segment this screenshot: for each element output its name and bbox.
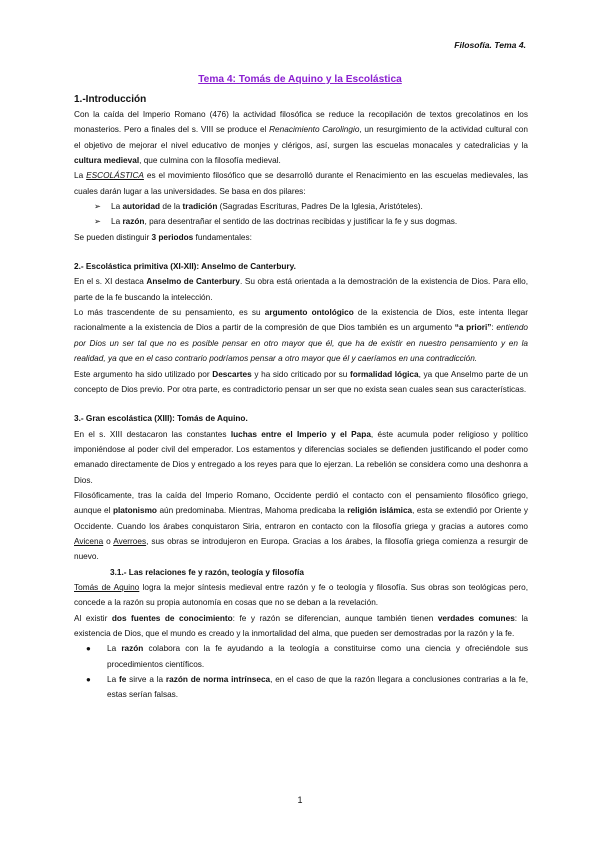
document-title: Tema 4: Tomás de Aquino y la Escolástica [198,74,402,85]
bullet-dot-icon: ● [86,675,91,685]
document-body [74,92,528,703]
section-1-paragraph-3: Se pueden distinguir 3 periodos fundamentales: [74,232,252,242]
section-3-heading: 3.- Gran escolástica (XIII): Tomás de Aquino. [74,414,248,424]
section-3-paragraph-3: Tomás de Aquino logra la mejor síntesis medieval entre razón y fe o teología y filosofía. Sus obras son teológicas pero, concede a la razón su propia autonomía en cosas que no se deban a la revelación. [74,582,528,608]
page-number: 1 [297,795,303,805]
arrow-bullet-icon: ➢ [94,217,101,227]
pillar-item: ➢ La autoridad de la tradición (Sagradas Escrituras, Padres De la Iglesia, Aristóteles). [74,199,528,214]
section-2-paragraph-2: Lo más trascendente de su pensamiento, es su argumento ontológico de la existencia de Dios, este intenta llegar racionalmente a la existencia de Dios a partir de la compresión de que Dios también es un argumento “a priori”: entiendo por Dios un ser tal que no es posible pensar en otro mayor que él, que ha de existir en nuestro pensamiento y en la realidad, ya que en el caso contrario podríamos pensar a otro mayor que él y caeríamos en una contradicción. [74,308,528,364]
section-1-paragraph-1: Con la caída del Imperio Romano (476) la actividad filosófica se reduce la recopilación de textos grecolatinos en los monasterios. Pero a finales del s. VIII se produce el Renacimiento Carolingio, un resurgimiento de la actividad cultural con el objetivo de mejorar el nivel educativo de monjes y clérigos, así, surgen las escuelas monacales y catedralicias y la cultura medieval, que culmina con la filosofía medieval. [74,110,528,166]
section-3-paragraph-4: Al existir dos fuentes de conocimiento: fe y razón se diferencian, aunque también tienen verdades comunes: la existencia de Dios, que el mundo es creado y la inmortalidad del alma, que pueden ser demostradas por la razón y la fe. [74,613,528,638]
section-2-paragraph-1: En el s. XI destaca Anselmo de Canterbury. Su obra está orientada a la demostración de la existencia de Dios. Para ello, parte de la fe buscando la intelección. [74,277,528,302]
arrow-bullet-icon: ➢ [94,202,101,212]
list-item: ● La fe sirve a la razón de norma intrínseca, en el caso de que la razón llegara a conclusiones contrarias a la fe, estas serían falsas. [74,672,528,703]
section-3-paragraph-1: En el s. XIII destacaron las constantes luchas entre el Imperio y el Papa, éste acumula poder religioso y político imponiéndose al poder civil del emperador. Los estamentos y diferencias sociales se defienden justificando el poder como emanado directamente de Dios y entregado a los reyes para que lo ejerzan. La rebelión se considera como una deshonra a Dios. [74,429,528,485]
pillar-item: ➢ La razón, para desentrañar el sentido de las doctrinas recibidas y justificar la fe y sus dogmas. [74,214,528,229]
subsection-3-1-heading: 3.1.- Las relaciones fe y razón, teología y filosofía [110,567,304,577]
section-2-paragraph-3: Este argumento ha sido utilizado por Descartes y ha sido criticado por su formalidad lógica, ya que Anselmo parte de un concepto de Dios previo. Por otra parte, es contradictorio pensar un ser que no exista sean cuales sean sus características. [74,369,528,394]
bullet-dot-icon: ● [86,644,91,654]
section-3-paragraph-2: Filosóficamente, tras la caída del Imperio Romano, Occidente perdió el contacto con el pensamiento filosófico griego, aunque el platonismo aún predominaba. Mientras, Mahoma predicaba la religión islámica, esta se extendió por Oriente y Occidente. Cuando los árabes conquistaron Siria, entraron en contacto con la filosofía griega y gracias a autores como Avicena o Averroes, sus obras se introdujeron en Europa. Gracias a los árabes, la filosofía griega comienza a resurgir de nuevo. [74,490,529,562]
list-item: ● La razón colabora con la fe ayudando a la teología a constituirse como una ciencia y ofreciéndole sus procedimientos científicos. [74,641,528,672]
page-header: Filosofía. Tema 4. [454,40,526,50]
section-1-heading: 1.-Introducción [74,94,147,105]
section-1-paragraph-2: La ESCOLÁSTICA es el movimiento filosófico que se desarrolló durante el Renacimiento en las escuelas medievales, las cuales darán lugar a las universidades. Se basa en dos pilares: [74,171,529,196]
section-2-heading: 2.- Escolástica primitiva (XI-XII): Anselmo de Canterbury. [74,262,296,272]
